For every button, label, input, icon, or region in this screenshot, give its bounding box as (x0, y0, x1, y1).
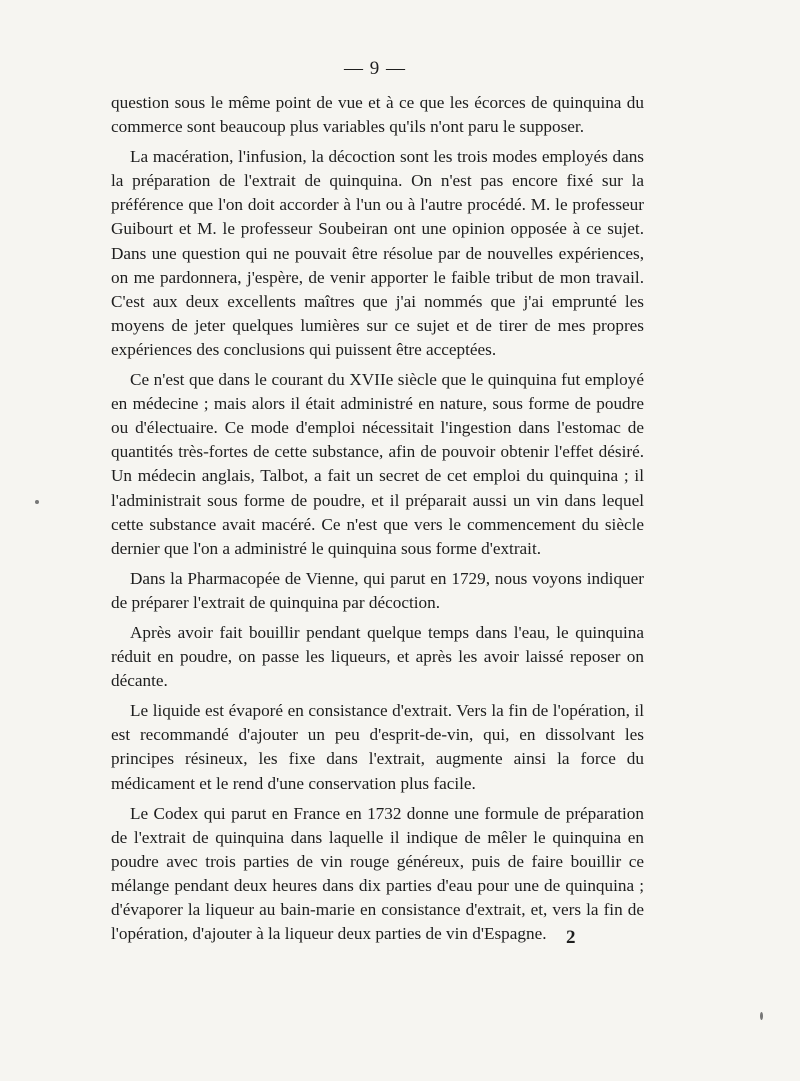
ink-speck (35, 500, 39, 504)
paragraph-5: Après avoir fait bouillir pendant quelque temps dans l'eau, le quinquina réduit en poudre, on passe les liqueurs, et après les avoir laissé reposer on décante. (111, 622, 644, 691)
body-text (111, 91, 644, 952)
paragraph-4: Dans la Pharmacopée de Vienne, qui parut en 1729, nous voyons indiquer de préparer l'extrait de quinquina par décoction. (111, 568, 644, 612)
ink-speck (760, 1012, 763, 1020)
paragraph-1: question sous le même point de vue et à ce que les écorces de quinquina du commerce sont beaucoup plus variables qu'ils n'ont paru le supposer. (111, 93, 644, 137)
paragraph-2: La macération, l'infusion, la décoction sont les trois modes employés dans la préparation de l'extrait de quinquina. On n'est pas encore fixé sur la préférence que l'on doit accorder à l'un ou à l'autre procédé. M. le professeur Guibourt et M. le professeur Soubeiran ont une opinion opposée à ce sujet. Dans une question qui ne pouvait être résolue par de nouvelles expériences, on me pardonnera, j'espère, de venir apporter le faible tribut de mon travail. C'est aux deux excellents maîtres que j'ai nommés que j'ai emprunté les moyens de jeter quelques lumières sur ce sujet et de tirer de mes propres expériences des conclusions qui puissent être acceptées. (111, 147, 644, 359)
paragraph-7: Le Codex qui parut en France en 1732 donne une formule de préparation de l'extrait de quinquina dans laquelle il indique de mêler le quinquina en poudre avec trois parties de vin rouge généreux, puis de faire bouillir ce mélange pendant deux heures dans dix parties d'eau pour une de quinquina ; d'évaporer la liqueur au bain-marie en consistance d'extrait, et, vers la fin de l'opération, d'ajouter à la liqueur deux parties de vin d'Espagne. (111, 803, 644, 944)
page-number: — 9 — (344, 58, 406, 79)
paragraph-3: Ce n'est que dans le courant du XVIIe siècle que le quinquina fut employé en médecine ; mais alors il était administré en nature, sous forme de poudre ou d'électuaire. Ce mode d'emploi nécessitait l'ingestion dans l'estomac de quantités très-fortes de cette substance, afin de pouvoir obtenir l'effet désiré. Un médecin anglais, Talbot, a fait un secret de cet emploi du quinquina ; il l'administrait sous forme de poudre, et il préparait aussi un vin dans lequel cette substance avait macéré. Ce n'est que vers le commencement du siècle dernier que l'on a administré le quinquina sous forme d'extrait. (111, 370, 644, 558)
paragraph-6: Le liquide est évaporé en consistance d'extrait. Vers la fin de l'opération, il est recommandé d'ajouter un peu d'esprit-de-vin, qui, en dissolvant les principes résineux, les fixe dans l'extrait, augmente ainsi la force du médicament et le rend d'une conservation plus facile. (111, 701, 644, 793)
signature-mark: 2 (566, 927, 576, 948)
